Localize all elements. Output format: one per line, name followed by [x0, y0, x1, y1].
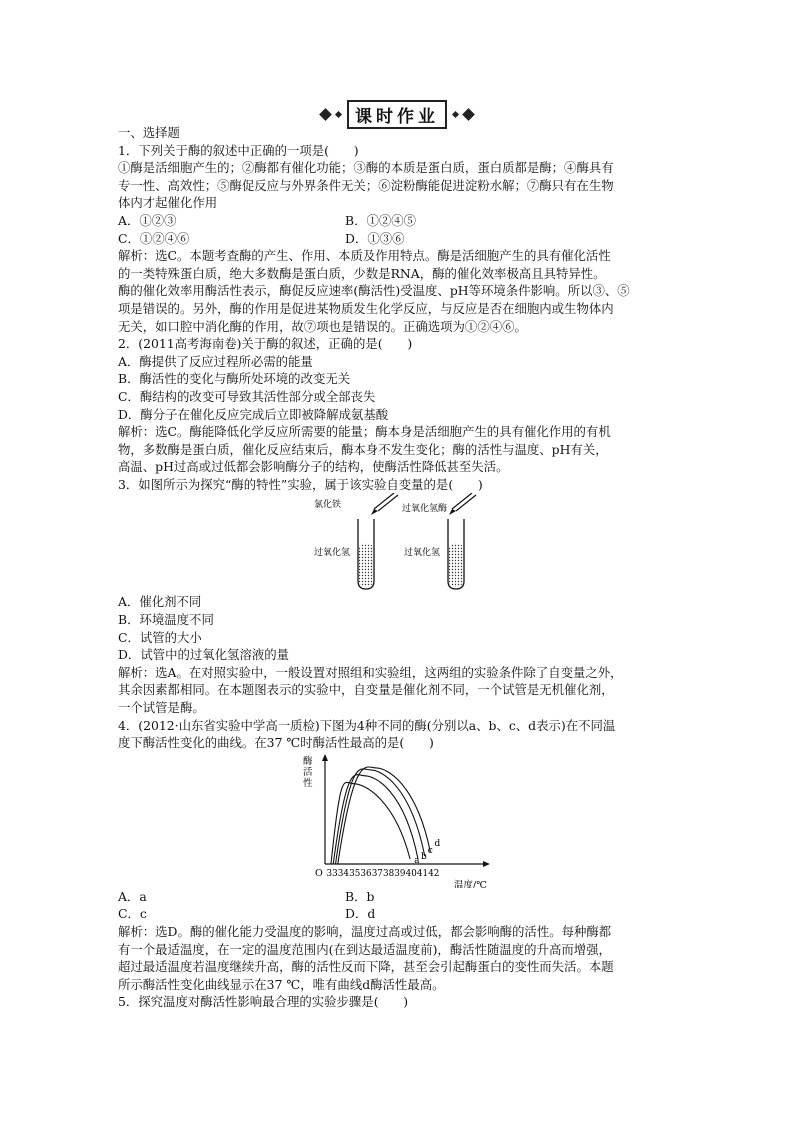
q1-options-row: [118, 230, 684, 248]
q4-options-row: [118, 888, 684, 906]
q5-stem: 5．探究温度对酶活性影响最合理的实验步骤是( ): [118, 994, 409, 1010]
q4-stem-line: 4．(2012·山东省实验中学高一质检)下图为4种不同的酶(分别以a、b、c、d表示)在不同温: [118, 717, 616, 733]
page-title: 课时作业: [347, 100, 447, 129]
q2-option-b: B．酶活性的变化与酶所处环境的改变无关: [118, 371, 351, 387]
curve-label-d: d: [434, 839, 441, 850]
y-axis-label: 活: [303, 766, 313, 778]
label-catalase: 过氧化氢酶: [402, 504, 448, 515]
q2-option-c: C．酶结构的改变可导致其活性部分或全部丧失: [118, 388, 376, 404]
q3-analysis-line: 一个试管是酶。: [118, 700, 205, 716]
q1-analysis-line: 的一类特殊蛋白质，绝大多数酶是蛋白质，少数是RNA，酶的催化效率极高且具特异性。: [118, 265, 606, 281]
q3-option-a: A．催化剂不同: [118, 594, 202, 610]
q2-option-d: D．酶分子在催化反应完成后立即被降解成氨基酸: [118, 406, 389, 422]
curve-label-a: a: [414, 855, 420, 866]
enzyme-activity-chart-svg: [118, 752, 684, 888]
x-axis-label: 温度/℃: [454, 879, 487, 888]
q1-text-line: 体内才起催化作用: [118, 195, 218, 211]
q3-option-c: C．试管的大小: [118, 629, 202, 645]
q4-stem-line: 度下酶活性变化的曲线。在37 ℃时酶活性最高的是( ): [118, 735, 434, 751]
q1-analysis-line: 酶的催化效率用酶活性表示，酶促反应速率(酶活性)受温度、pH等环境条件影响。所以③、⑤: [118, 283, 630, 299]
q1-analysis-line: 无关，如口腔中消化酶的作用，故⑦项也是错误的。正确选项为①②④⑥。: [118, 318, 527, 334]
y-axis-label: 酶: [303, 755, 313, 767]
origin-label: O: [315, 867, 323, 879]
diamond-ornament-icon: [452, 111, 459, 118]
x-tick-label: 42: [428, 868, 440, 879]
enzyme-activity-chart: [118, 752, 684, 888]
x-tick-label: 41: [416, 868, 429, 879]
q4-analysis-line: 所示酶活性变化曲线显示在37 ℃，唯有曲线d酶活性最高。: [118, 976, 445, 992]
q1-text-line: ①酶是活细胞产生的；②酶都有催化功能；③酶的本质是蛋白质，蛋白质都是酶；④酶具有: [118, 160, 614, 176]
q1-analysis-line: 项是错误的。另外，酶的作用是促进某物质发生化学反应，与反应是否在细胞内或生物体内: [118, 300, 614, 316]
q1-stem: 1．下列关于酶的叙述中正确的一项是( ): [118, 142, 359, 158]
x-tick-label: 39: [394, 868, 406, 879]
x-tick-label: 37: [371, 868, 383, 879]
q2-analysis-line: 高温、pH过高或过低都会影响酶分子的结构，使酶活性降低甚至失活。: [118, 459, 509, 475]
label-h2o2-left: 过氧化氢: [314, 548, 351, 559]
x-tick-label: 35: [349, 868, 361, 879]
q3-analysis-line: 解析：选A。在对照实验中，一般设置对照组和实验组，这两组的实验条件除了自变量之外，: [118, 664, 623, 680]
q4-option-d: D．d: [345, 906, 376, 922]
q3-option-d: D．试管中的过氧化氢溶液的量: [118, 647, 290, 663]
diamond-ornament-icon: [462, 108, 475, 121]
q2-analysis-line: 解析：选C。酶能降低化学反应所需要的能量；酶本身是活细胞产生的具有催化作用的有机: [118, 424, 611, 440]
q4-analysis-line: 超过最适温度若温度继续升高，酶的活性反而下降，甚至会引起酶蛋白的变性而失活。本题: [118, 959, 614, 975]
curve-label-c: c: [427, 845, 433, 856]
q4-options-row: [118, 905, 684, 923]
q2-option-a: A．酶提供了反应过程所必需的能量: [118, 353, 313, 369]
q3-analysis-line: 其余因素都相同。在本题图表示的实验中，自变量是催化剂不同，一个试管是无机催化剂，: [118, 682, 614, 698]
q1-analysis-line: 解析：选C。本题考查酶的产生、作用、本质及作用特点。酶是活细胞产生的具有催化活性: [118, 248, 611, 264]
worksheet-content: [118, 124, 684, 1011]
y-axis-label: 性: [303, 777, 313, 789]
x-axis-arrow: [483, 861, 490, 867]
q3-stem: 3．如图所示为探究“酶的特性”实验，属于该实验自变量的是( ): [118, 476, 483, 492]
q4-option-b: B．b: [345, 888, 375, 904]
x-tick-label: 33: [326, 868, 338, 879]
q4-analysis-line: 有一个最适温度，在一定的温度范围内(在到达最适温度前)，酶活性随温度的升高而增强，: [118, 941, 611, 957]
x-tick-label: 36: [360, 868, 372, 879]
q1-option-d: D．①③⑥: [345, 230, 405, 246]
q2-analysis-line: 物，多数酶是蛋白质，催化反应结束后，酶本身不发生变化；酶的活性与温度、pH有关，: [118, 441, 608, 457]
label-h2o2-right: 过氧化氢: [404, 548, 441, 559]
q4-option-c: C．c: [118, 906, 147, 922]
curve-label-b: b: [421, 851, 427, 862]
q4-option-a: A．a: [118, 888, 147, 904]
q1-option-a: A．①②③: [118, 212, 177, 228]
q3-option-b: B．环境温度不同: [118, 612, 214, 628]
test-tube-figure: [118, 493, 684, 593]
q4-analysis-line: 解析：选D。酶的催化能力受温度的影响，温度过高或过低，都会影响酶的活性。每种酶都: [118, 924, 612, 939]
label-ferric-chloride: 氯化铁: [314, 500, 342, 511]
q2-stem: 2．(2011高考海南卷)关于酶的叙述，正确的是( ): [118, 336, 413, 352]
q1-option-c: C．①②④⑥: [118, 230, 190, 246]
y-axis-arrow: [322, 754, 328, 761]
x-tick-label: 38: [383, 868, 395, 879]
q1-text-line: 专一性、高效性；⑤酶促反应与外界条件无关；⑥淀粉酶能促进淀粉水解；⑦酶只有在生物: [118, 177, 614, 193]
x-tick-label: 40: [405, 868, 417, 879]
x-tick-label: 34: [337, 868, 350, 879]
q1-option-b: B．①②④⑤: [345, 212, 417, 228]
section-heading: 一、选择题: [118, 125, 180, 140]
curve-a: [331, 782, 410, 864]
q1-options-row: [118, 212, 684, 230]
diamond-ornament-icon: [335, 111, 342, 118]
test-tube-diagram: [118, 493, 684, 593]
diamond-ornament-icon: [319, 108, 332, 121]
